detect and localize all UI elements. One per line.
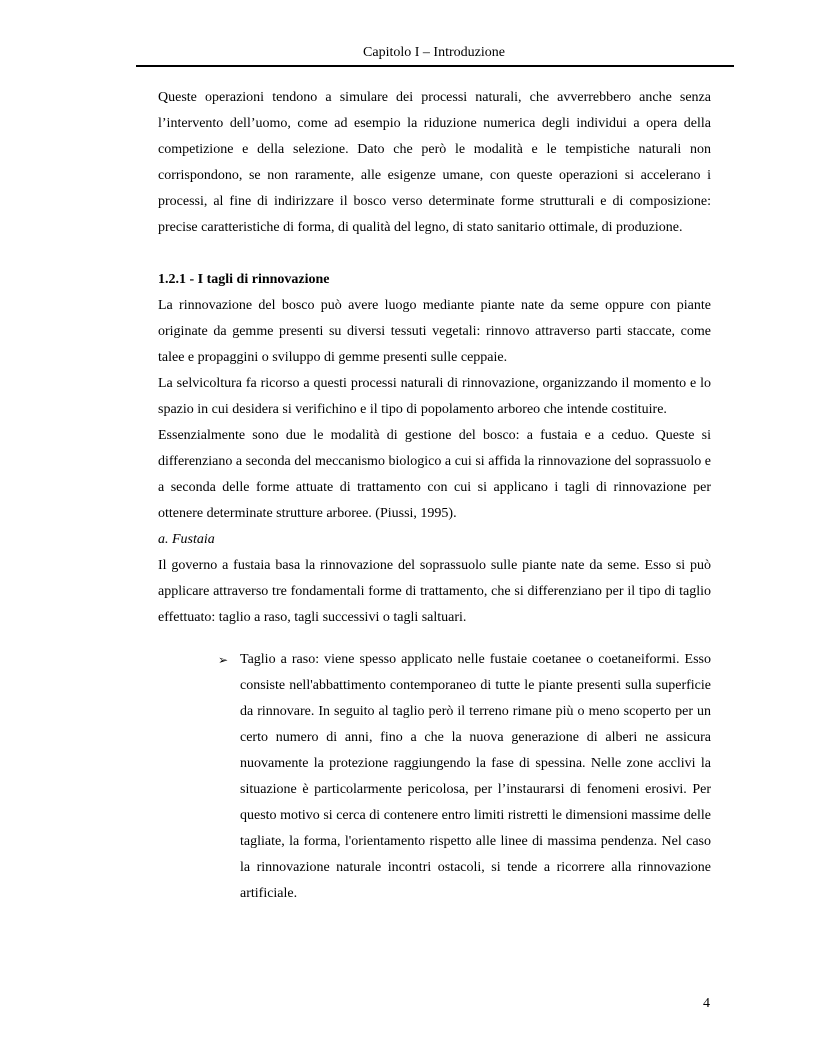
subsection-heading: a. Fustaia — [158, 532, 215, 547]
paragraph-intro: Queste operazioni tendono a simulare dei processi naturali, che avverrebbero anche senza l’intervento dell’uomo, come ad esempio la riduzione numerica degli individui a opera della competizione e della selezione. Dato che però le modalità e le tempistiche naturali non corrispondono, se non raramente, alle esigenze umane, con queste operazioni si accelerano i processi, al fine di indirizzare il bosco verso determinate forme strutturali e di composizione: precise caratteristiche di forma, di qualità del legno, di stato sanitario ottimale, di produzione. — [158, 90, 711, 235]
page-body — [158, 85, 711, 907]
paragraph-selvicoltura: La selvicoltura fa ricorso a questi processi naturali di rinnovazione, organizzando il momento e lo spazio in cui desidera si verifichino e il tipo di popolamento arboreo che intende costituire. — [158, 376, 711, 417]
list-item — [218, 647, 711, 907]
header-divider — [136, 65, 734, 67]
paragraph-fustaia: Il governo a fustaia basa la rinnovazione del soprassuolo sulle piante nate da seme. Esso si può applicare attraverso tre fondamentali forme di trattamento, che si differenziano per il tipo di taglio effettuato: taglio a raso, tagli successivi o tagli saltuari. — [158, 558, 711, 625]
paragraph-rinnovazione: La rinnovazione del bosco può avere luogo mediante piante nate da seme oppure con piante originate da gemme presenti su diversi tessuti vegetali: rinnovo attraverso parti staccate, come talee e propaggini o sviluppo di gemme presenti sulle ceppaie. — [158, 298, 711, 365]
bullet-list — [158, 647, 711, 907]
arrow-bullet-icon: ➢ — [218, 653, 229, 667]
bullet-text: Taglio a raso: viene spesso applicato nelle fustaie coetanee o coetaneiformi. Esso consiste nell'abbattimento contemporaneo di tutte le piante presenti sulla superficie da rinnovare. In seguito al taglio però il terreno rimane più o meno scoperto per un certo numero di anni, fino a che la nuova generazione di alberi ne assicura nuovamente la protezione raggiungendo la fase di spessina. Nelle zone acclivi la situazione è particolarmente pericolosa, per l’instaurarsi di fenomeni erosivi. Per questo motivo si cerca di contenere entro limiti ristretti le dimensioni massime delle tagliate, la forma, l'orientamento rispetto alle linee di massima pendenza. Nel caso la rinnovazione naturale incontri ostacoli, si tende a ricorrere alla rinnovazione artificiale. — [240, 652, 711, 901]
paragraph-modalita-gestione: Essenzialmente sono due le modalità di gestione del bosco: a fustaia e a ceduo. Queste si differenziano a seconda del meccanismo biologico a cui si affida la rinnovazione del soprassuolo e a seconda delle forme attuate di trattamento con cui si applicano i tagli di rinnovazione per ottenere determinate strutture arboree. (Piussi, 1995). — [158, 428, 711, 521]
paragraph-spacer — [158, 241, 711, 267]
section-heading: 1.2.1 - I tagli di rinnovazione — [158, 272, 330, 287]
running-header: Capitolo I – Introduzione — [363, 45, 505, 60]
page-number: 4 — [703, 996, 710, 1011]
